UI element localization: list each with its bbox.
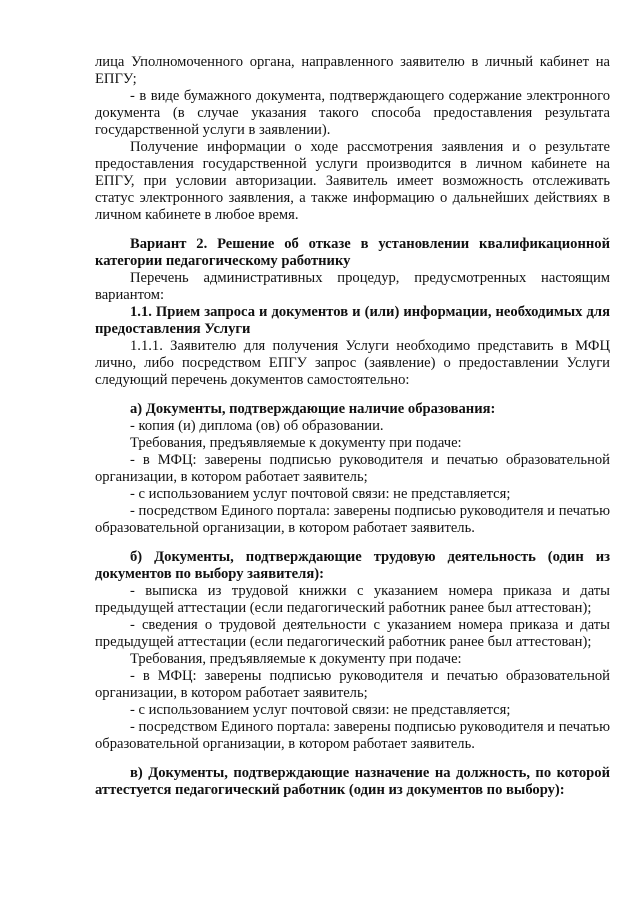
paragraph-paper-document: - в виде бумажного документа, подтверждающего содержание электронного документа (в случае указания такого способа предоставления результата государственной услуги в заявлении).	[95, 88, 610, 138]
requirements-label: Требования, предъявляемые к документу при подаче:	[130, 435, 462, 451]
paragraph-1-1-1: 1.1.1. Заявителю для получения Услуги необходимо представить в МФЦ лично, либо посредством ЕПГУ запрос (заявление) о предоставлении Услуги следующий перечень документов самостоятельно:	[95, 338, 610, 388]
requirements-label: Требования, предъявляемые к документу при подаче:	[130, 651, 462, 667]
list-item-mfc: - в МФЦ: заверены подписью руководителя и печатью образовательной организации, в котором работает заявитель;	[95, 668, 610, 701]
heading-education-documents: а) Документы, подтверждающие наличие образования:	[130, 401, 496, 417]
heading-employment-documents: б) Документы, подтверждающие трудовую деятельность (один из документов по выбору заявителя):	[95, 549, 610, 582]
heading-appointment-documents: в) Документы, подтверждающие назначение на должность, по которой аттестуется педагогический работник (один из документов по выбору):	[95, 765, 610, 798]
section-heading-variant-2: Вариант 2. Решение об отказе в установлении квалификационной категории педагогическому работнику	[95, 236, 610, 269]
list-item-postal: - с использованием услуг почтовой связи: не представляется;	[130, 486, 511, 502]
list-item-employment-info: - сведения о трудовой деятельности с указанием номера приказа и даты предыдущей аттестации (если педагогический работник ранее был аттестован);	[95, 617, 610, 650]
list-item-diploma-copy: - копия (и) диплома (ов) об образовании.	[130, 418, 384, 434]
document-body	[95, 54, 610, 799]
paragraph-status-info: Получение информации о ходе рассмотрения заявления и о результате предоставления государственной услуги производится в личном кабинете на ЕПГУ, при условии авторизации. Заявитель имеет возможность отслеживать статус электронного заявления, а также информацию о дальнейших действиях в личном кабинете в любое время.	[95, 139, 610, 223]
list-item-portal: - посредством Единого портала: заверены подписью руководителя и печатью образовательной организации, в котором работает заявитель.	[95, 719, 610, 752]
paragraph-continuation: лица Уполномоченного органа, направленного заявителю в личный кабинет на ЕПГУ;	[95, 54, 610, 87]
list-item-workbook-extract: - выписка из трудовой книжки с указанием номера приказа и даты предыдущей аттестации (если педагогический работник ранее был аттестован);	[95, 583, 610, 616]
list-item-postal: - с использованием услуг почтовой связи: не представляется;	[130, 702, 511, 718]
paragraph-procedures-intro: Перечень административных процедур, предусмотренных настоящим вариантом:	[95, 270, 610, 303]
list-item-portal: - посредством Единого портала: заверены подписью руководителя и печатью образовательной организации, в котором работает заявитель.	[95, 503, 610, 536]
subheading-1-1: 1.1. Прием запроса и документов и (или) информации, необходимых для предоставления Услуги	[95, 304, 610, 337]
list-item-mfc: - в МФЦ: заверены подписью руководителя и печатью образовательной организации, в котором работает заявитель;	[95, 452, 610, 485]
